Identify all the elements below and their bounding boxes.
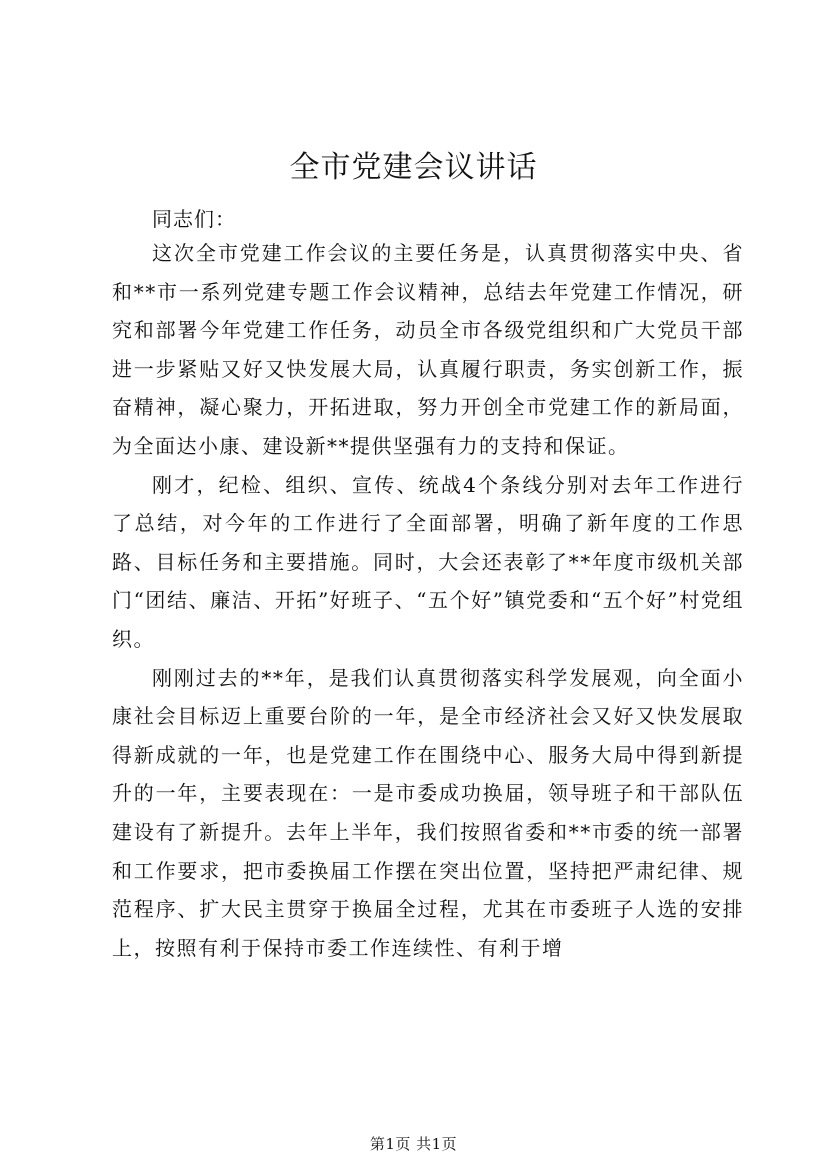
document-title: 全市党建会议讲话 [289,150,538,185]
document-body [112,234,744,967]
paragraph: 这次全市党建工作会议的主要任务是，认真贯彻落实中央、省和**市一系列党建专题工作会议精神，总结去年党建工作情况，研究和部署今年党建工作任务，动员全市各级党组织和广大党员干部进一步紧贴又好又快发展大局，认真履行职责，务实创新工作，振奋精神，凝心聚力，开拓进取，努力开创全市党建工作的新局面，为全面达小康、建设新**提供坚强有力的支持和保证。 [112,241,744,458]
paragraph: 刚才，纪检、组织、宣传、统战4个条线分别对去年工作进行了总结，对今年的工作进行了全面部署，明确了新年度的工作思路、目标任务和主要措施。同时，大会还表彰了**年度市级机关部门“团结、廉洁、开拓”好班子、“五个好”镇党委和“五个好”村党组织。 [112,472,744,651]
page-number: 第1页 共1页 [369,1135,458,1153]
greeting: 同志们： [152,207,236,231]
paragraph: 刚刚过去的**年，是我们认真贯彻落实科学发展观，向全面小康社会目标迈上重要台阶的一年，是全市经济社会又好又快发展取得新成就的一年，也是党建工作在围绕中心、服务大局中得到新提升的一年，主要表现在：一是市委成功换届，领导班子和干部队伍建设有了新提升。去年上半年，我们按照省委和**市委的统一部署和工作要求，把市委换届工作摆在突出位置，坚持把严肃纪律、规范程序、扩大民主贯穿于换届全过程，尤其在市委班子人选的安排上，按照有利于保持市委工作连续性、有利于增 [112,665,744,960]
